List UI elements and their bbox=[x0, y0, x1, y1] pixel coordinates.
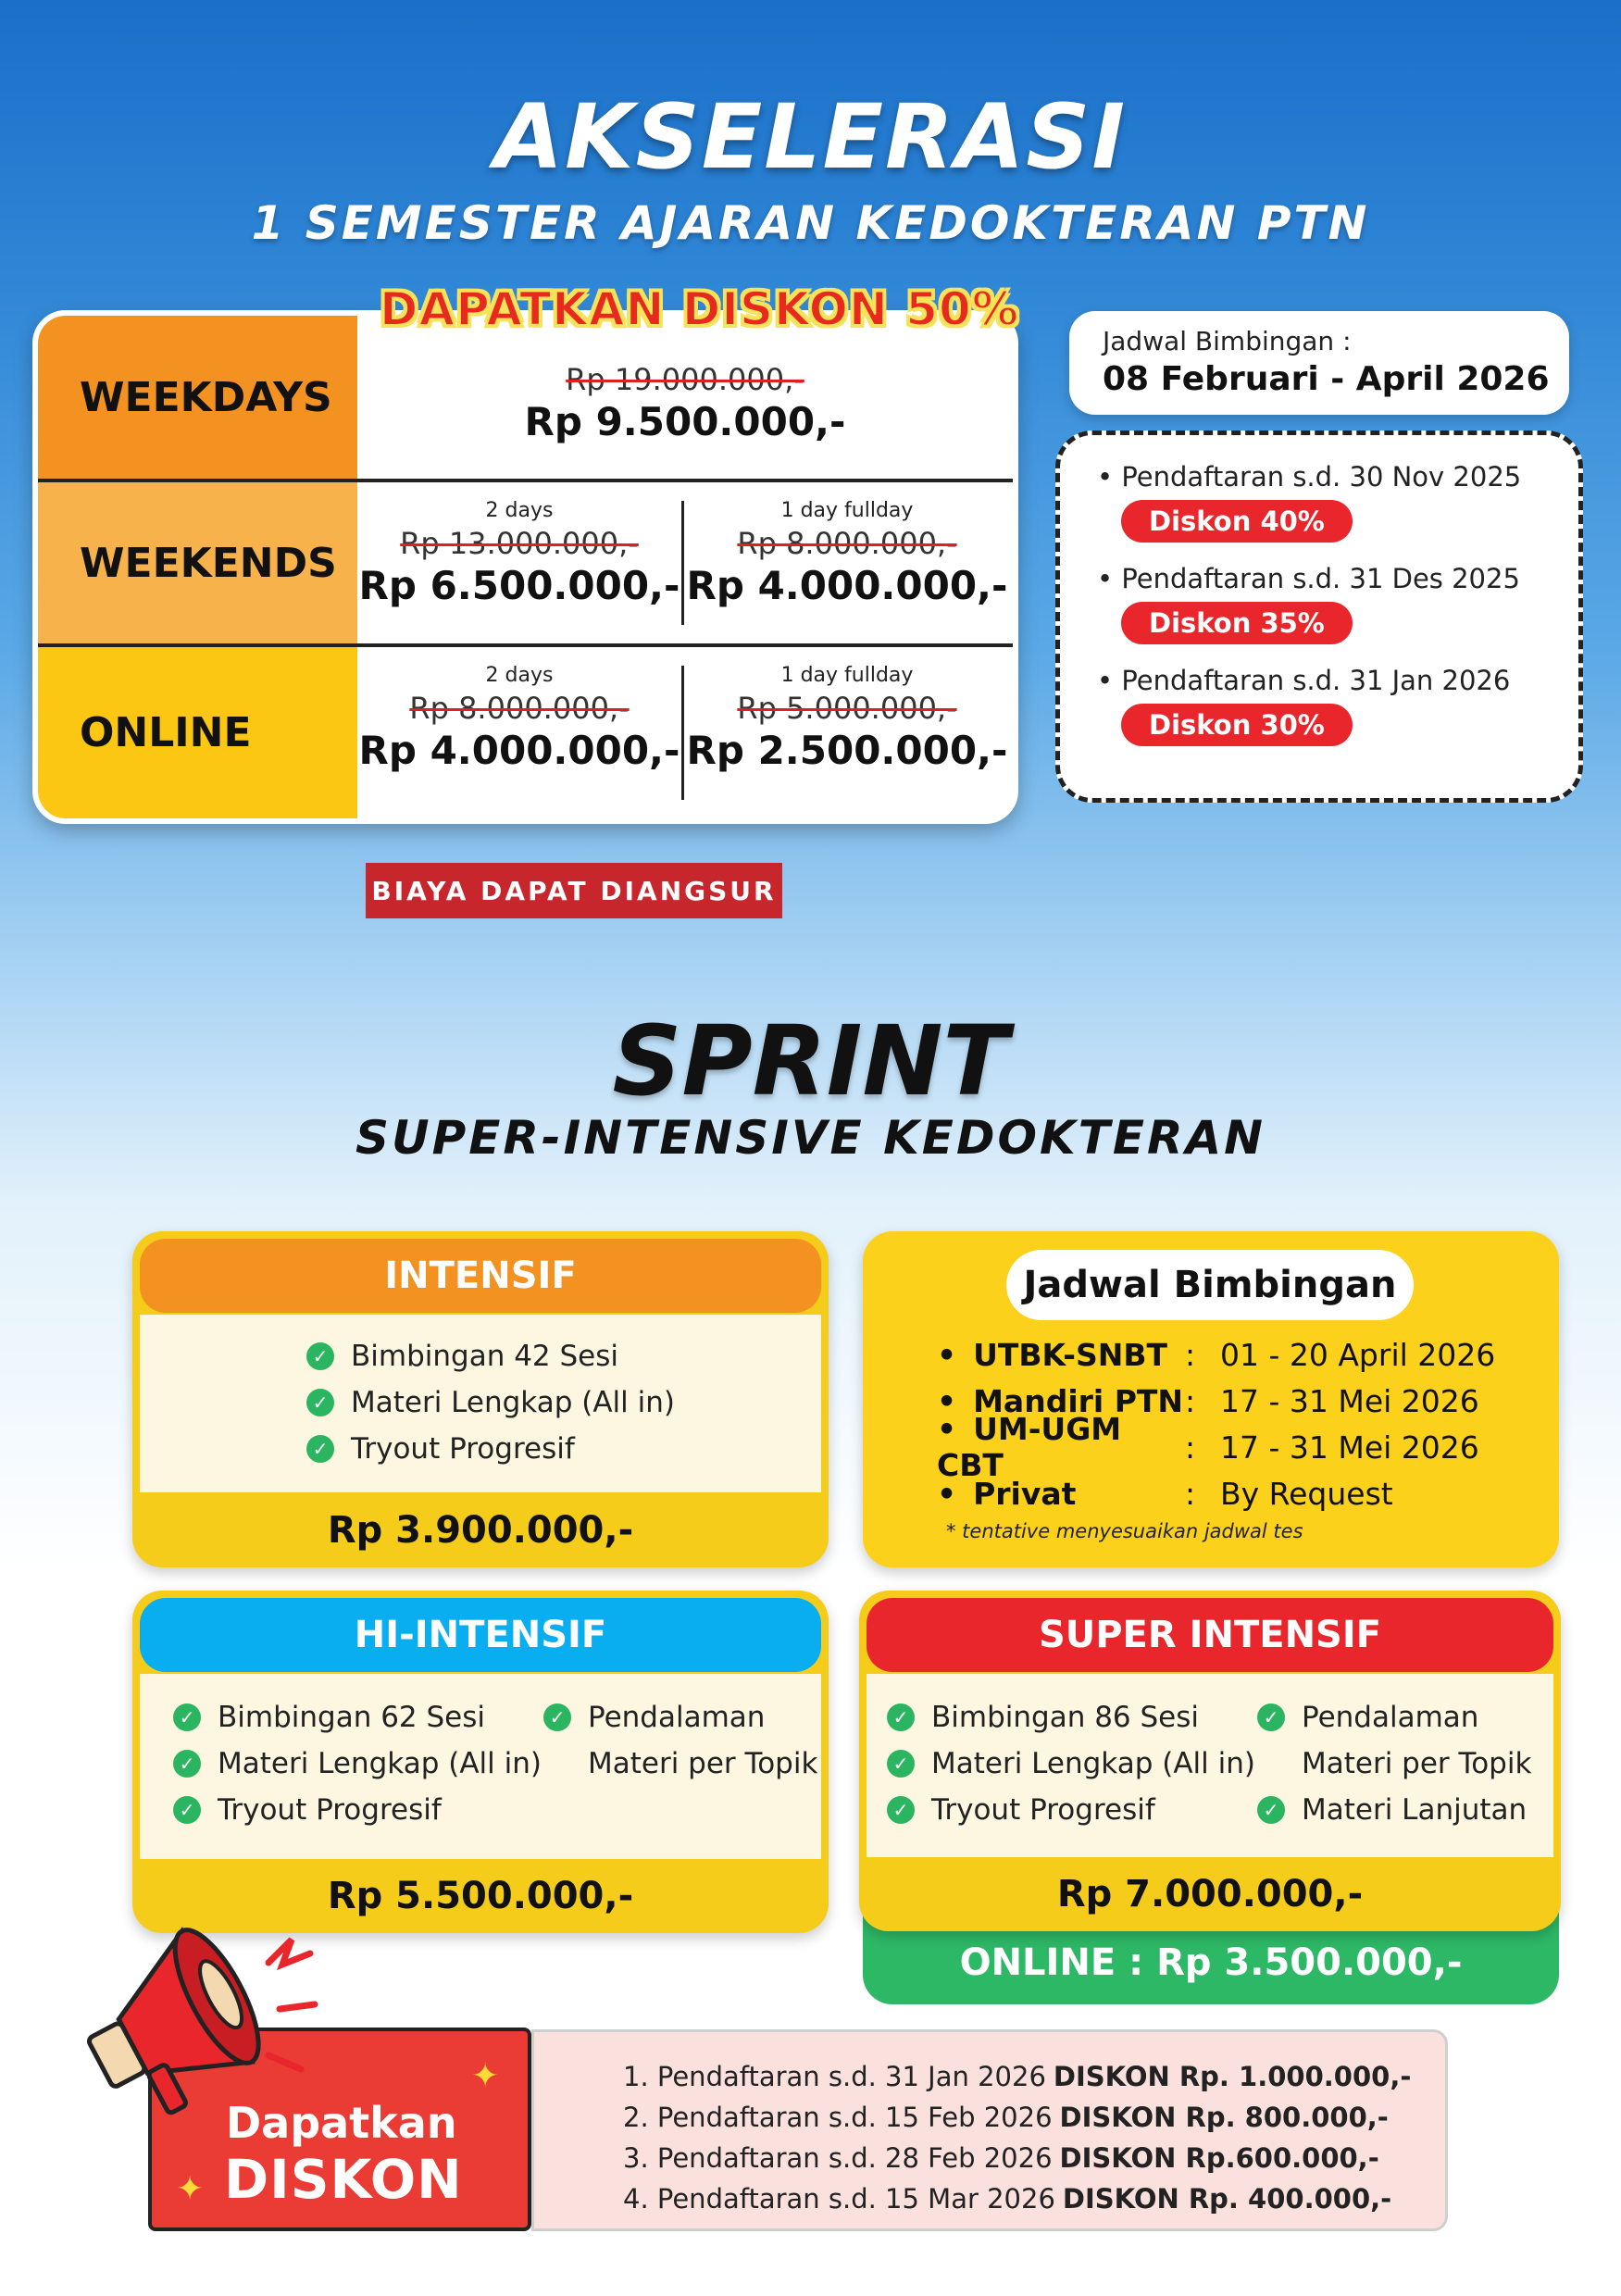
feature-item: ✓ Materi Lanjutan bbox=[1257, 1787, 1531, 1833]
new-price: Rp 2.500.000,- bbox=[686, 728, 1008, 773]
card-jadwal-bimbingan bbox=[863, 1231, 1559, 1567]
page-title: AKSELERASI bbox=[493, 85, 1128, 189]
card-price: Rp 3.900.000,- bbox=[327, 1509, 634, 1552]
promo-banner: DAPATKAN DISKON 50% bbox=[380, 282, 1019, 336]
early-bird-text: • Pendaftaran s.d. 31 Jan 2026 bbox=[1097, 665, 1511, 696]
new-price: Rp 6.500.000,- bbox=[358, 563, 680, 608]
feature-item: ✓ Bimbingan 62 Sesi bbox=[173, 1694, 543, 1741]
feature-item: Materi per Topik bbox=[588, 1747, 818, 1780]
card-features bbox=[140, 1315, 821, 1492]
early-bird-item bbox=[1097, 563, 1578, 644]
check-icon: ✓ bbox=[306, 1435, 334, 1463]
discount-item: 2. Pendaftaran s.d. 15 Feb 2026 DISKON Rp. 800.000,- bbox=[623, 2102, 1389, 2133]
schedule-box bbox=[1069, 311, 1569, 415]
installment-badge: BIAYA DAPAT DIANGSUR bbox=[366, 863, 782, 918]
feature-item: ✓ Tryout Progresif bbox=[887, 1787, 1257, 1833]
feature-item: ✓ Bimbingan 86 Sesi bbox=[887, 1694, 1257, 1741]
new-price: Rp 9.500.000,- bbox=[524, 399, 846, 444]
discount-badge: Diskon 40% bbox=[1121, 500, 1353, 543]
check-icon: ✓ bbox=[173, 1796, 201, 1824]
early-bird-box bbox=[1055, 430, 1583, 803]
card-super-intensif bbox=[859, 1591, 1561, 1931]
row-weekends bbox=[38, 479, 1013, 643]
card-hi-intensif bbox=[132, 1591, 829, 1933]
row-weekdays bbox=[38, 316, 1013, 479]
old-price: Rp 8.000.000,- bbox=[737, 526, 957, 561]
check-icon: ✓ bbox=[173, 1750, 201, 1778]
schedule-row: • Mandiri PTN : 17 - 31 Mei 2026 bbox=[937, 1378, 1495, 1424]
sparkle-icon: ✦ bbox=[176, 2170, 205, 2208]
sprint-title: SPRINT bbox=[612, 1004, 1009, 1117]
price-cell bbox=[357, 316, 1013, 479]
card-title: SUPER INTENSIF bbox=[867, 1598, 1553, 1672]
check-icon: ✓ bbox=[887, 1750, 915, 1778]
price-cell bbox=[357, 647, 681, 818]
feature-item: ✓ Materi Lengkap (All in) bbox=[306, 1379, 821, 1426]
check-icon: ✓ bbox=[306, 1389, 334, 1416]
early-bird-item bbox=[1097, 665, 1578, 746]
row-label: WEEKENDS bbox=[38, 482, 357, 643]
early-bird-item bbox=[1097, 461, 1578, 543]
feature-column bbox=[543, 1694, 817, 1859]
feature-item: ✓ Materi Lengkap (All in) bbox=[173, 1741, 543, 1787]
cell-sub: 1 day fullday bbox=[780, 664, 914, 687]
card-title: HI-INTENSIF bbox=[140, 1598, 821, 1672]
discount-badge: Diskon 35% bbox=[1121, 602, 1353, 644]
check-icon: ✓ bbox=[1257, 1703, 1285, 1731]
check-icon: ✓ bbox=[543, 1703, 571, 1731]
sprint-subtitle: SUPER-INTENSIVE KEDOKTERAN bbox=[355, 1111, 1266, 1165]
early-bird-text: • Pendaftaran s.d. 31 Des 2025 bbox=[1097, 563, 1520, 594]
schedule-row: • Privat : By Request bbox=[937, 1470, 1495, 1516]
schedule-rows bbox=[937, 1331, 1495, 1516]
discount-label-top: Dapatkan bbox=[226, 2098, 457, 2148]
discount-list bbox=[531, 2029, 1448, 2231]
price-cell bbox=[357, 482, 681, 643]
feature-column bbox=[887, 1694, 1257, 1857]
schedule-row: • UM-UGM CBT : 17 - 31 Mei 2026 bbox=[937, 1424, 1495, 1470]
cell-sub: 2 days bbox=[485, 499, 554, 522]
schedule-note: * tentative menyesuaikan jadwal tes bbox=[946, 1520, 1303, 1542]
check-icon: ✓ bbox=[173, 1703, 201, 1731]
feature-item: ✓ Pendalaman bbox=[1257, 1694, 1531, 1741]
old-price: Rp 5.000.000,- bbox=[737, 691, 957, 726]
old-price: Rp 19.000.000,- bbox=[566, 362, 804, 397]
feature-item: ✓ Bimbingan 42 Sesi bbox=[306, 1333, 821, 1379]
card-features bbox=[140, 1674, 821, 1859]
page-subtitle: 1 SEMESTER AJARAN KEDOKTERAN PTN bbox=[251, 196, 1370, 250]
megaphone-icon bbox=[37, 1907, 324, 2120]
row-online bbox=[38, 643, 1013, 818]
feature-item: ✓ Tryout Progresif bbox=[306, 1426, 821, 1472]
early-bird-text: • Pendaftaran s.d. 30 Nov 2025 bbox=[1097, 461, 1522, 493]
schedule-label: Jadwal Bimbingan : bbox=[1103, 326, 1352, 356]
old-price: Rp 13.000.000,- bbox=[400, 526, 639, 561]
sparkle-icon: ✦ bbox=[471, 2057, 500, 2095]
price-table bbox=[32, 310, 1018, 824]
row-label: WEEKDAYS bbox=[38, 316, 357, 479]
discount-badge: Diskon 30% bbox=[1121, 704, 1353, 746]
feature-item: ✓ Materi Lengkap (All in) bbox=[887, 1741, 1257, 1787]
discount-item: 1. Pendaftaran s.d. 31 Jan 2026 DISKON Rp. 1.000.000,- bbox=[623, 2061, 1412, 2092]
check-icon: ✓ bbox=[887, 1703, 915, 1731]
new-price: Rp 4.000.000,- bbox=[358, 728, 680, 773]
check-icon: ✓ bbox=[1257, 1796, 1285, 1824]
price-cell bbox=[681, 482, 1013, 643]
check-icon: ✓ bbox=[306, 1342, 334, 1370]
card-title: INTENSIF bbox=[140, 1239, 821, 1313]
discount-item: 4. Pendaftaran s.d. 15 Mar 2026 DISKON Rp. 400.000,- bbox=[623, 2183, 1392, 2215]
check-icon: ✓ bbox=[887, 1796, 915, 1824]
card-price: Rp 7.000.000,- bbox=[1056, 1873, 1364, 1915]
new-price: Rp 4.000.000,- bbox=[686, 563, 1008, 608]
price-cell bbox=[681, 647, 1013, 818]
feature-item: ✓ Pendalaman bbox=[543, 1694, 817, 1741]
card-price: Rp 5.500.000,- bbox=[327, 1875, 634, 1917]
card-title: Jadwal Bimbingan bbox=[1006, 1250, 1414, 1320]
cell-sub: 2 days bbox=[485, 664, 554, 687]
cell-sub: 1 day fullday bbox=[780, 499, 914, 522]
schedule-row: • UTBK-SNBT : 01 - 20 April 2026 bbox=[937, 1331, 1495, 1378]
discount-label-bottom: DISKON bbox=[224, 2148, 463, 2211]
discount-item: 3. Pendaftaran s.d. 28 Feb 2026 DISKON Rp.600.000,- bbox=[623, 2142, 1379, 2174]
old-price: Rp 8.000.000,- bbox=[409, 691, 630, 726]
feature-item: Materi per Topik bbox=[1302, 1747, 1532, 1780]
card-intensif bbox=[132, 1231, 829, 1567]
schedule-dates: 08 Februari - April 2026 bbox=[1103, 360, 1550, 398]
feature-column bbox=[173, 1694, 543, 1859]
feature-column bbox=[1257, 1694, 1531, 1857]
row-label: ONLINE bbox=[38, 647, 357, 818]
online-price-bar: ONLINE : Rp 3.500.000,- bbox=[863, 1903, 1559, 2004]
card-features bbox=[867, 1674, 1553, 1857]
feature-item: ✓ Tryout Progresif bbox=[173, 1787, 543, 1833]
